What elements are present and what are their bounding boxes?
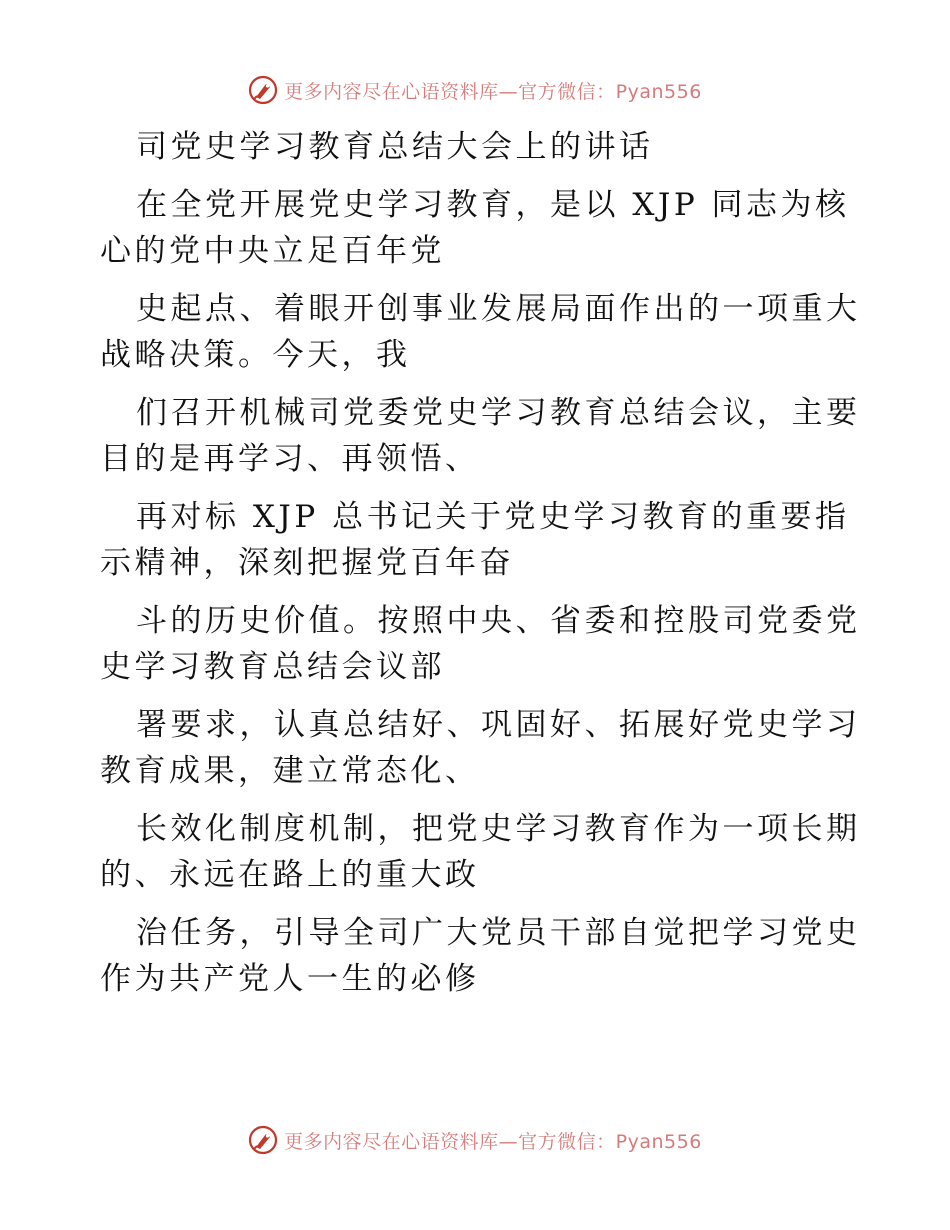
text-line-3: 心的党中央立足百年党: [100, 233, 445, 269]
header-banner: [0, 70, 950, 110]
footer-banner-text: 更多内容尽在心语资料库—官方微信：Pyan556: [284, 1130, 702, 1153]
text-line-8: 再对标 XJP 总书记关于党史学习教育的重要指: [136, 499, 850, 535]
text-line-9: 示精神，深刻把握党百年奋: [100, 545, 514, 581]
header-banner-text: 更多内容尽在心语资料库—官方微信：Pyan556: [284, 80, 702, 103]
text-line-10: 斗的历史价值。按照中央、省委和控股司党委党: [136, 603, 860, 639]
text-line-6: 们召开机械司党委党史学习教育总结会议，主要: [136, 395, 860, 431]
text-line-16: 治任务，引导全司广大党员干部自觉把学习党史: [136, 915, 860, 951]
text-line-14: 长效化制度机制，把党史学习教育作为一项长期: [136, 811, 860, 847]
pen-nib-logo-icon: [248, 75, 278, 105]
text-line-11: 史学习教育总结会议部: [100, 649, 445, 685]
text-line-2: 在全党开展党史学习教育，是以 XJP 同志为核: [136, 187, 850, 223]
text-line-7: 目的是再学习、再领悟、: [100, 441, 480, 477]
text-line-13: 教育成果，建立常态化、: [100, 753, 480, 789]
text-line-12: 署要求，认真总结好、巩固好、拓展好党史学习: [136, 707, 860, 743]
text-line-17: 作为共产党人一生的必修: [100, 961, 480, 997]
text-line-5: 战略决策。今天，我: [100, 337, 411, 373]
document-body: [100, 124, 860, 1002]
text-line-15: 的、永远在路上的重大政: [100, 857, 480, 893]
text-line-1: 司党史学习教育总结大会上的讲话: [136, 129, 654, 165]
text-line-4: 史起点、着眼开创事业发展局面作出的一项重大: [136, 291, 860, 327]
footer-banner: [0, 1120, 950, 1160]
pen-nib-logo-icon: [248, 1125, 278, 1155]
